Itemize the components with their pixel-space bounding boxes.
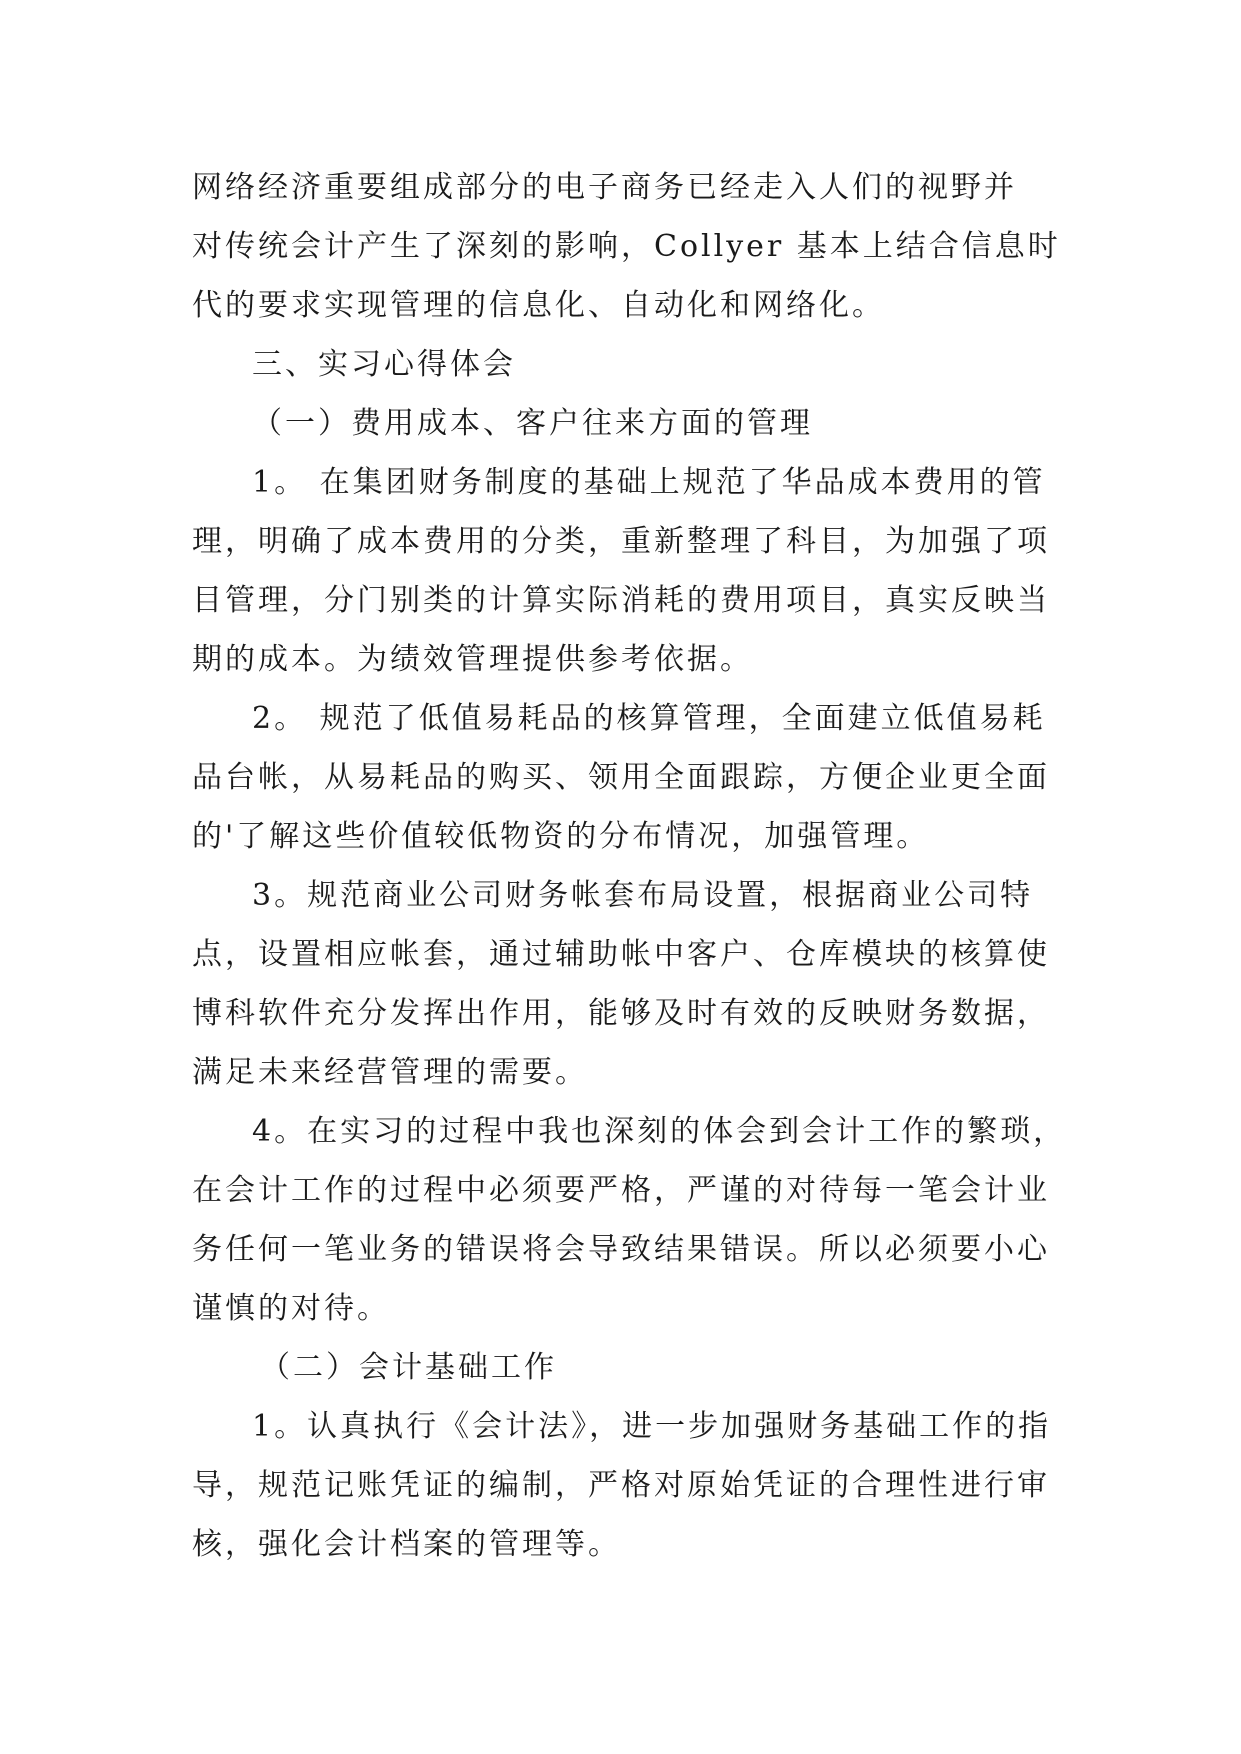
subsection-heading: （一）费用成本、客户往来方面的管理 [252,406,813,441]
text-line: 2。 规范了低值易耗品的核算管理，全面建立低值易耗 [252,701,1046,736]
text-line: 导，规范记账凭证的编制，严格对原始凭证的合理性进行审 [192,1468,1050,1503]
text-line: 目管理，分门别类的计算实际消耗的费用项目，真实反映当 [192,583,1050,618]
section-heading: 三、实习心得体会 [252,347,516,382]
text-line: 代的要求实现管理的信息化、自动化和网络化。 [192,288,885,323]
text-line: 3。规范商业公司财务帐套布局设置，根据商业公司特 [252,878,1034,913]
text-line: 对传统会计产生了深刻的影响，Collyer 基本上结合信息时 [192,229,1061,264]
text-line: 在会计工作的过程中必须要严格，严谨的对待每一笔会计业 [192,1173,1050,1208]
text-line: 1。 在集团财务制度的基础上规范了华品成本费用的管 [252,465,1046,500]
text-line: 品台帐，从易耗品的购买、领用全面跟踪，方便企业更全面 [192,760,1050,795]
text-line: 4。在实习的过程中我也深刻的体会到会计工作的繁琐， [252,1114,1067,1149]
text-line: 务任何一笔业务的错误将会导致结果错误。所以必须要小心 [192,1232,1050,1267]
text-line: 谨慎的对待。 [192,1291,390,1326]
text-line: 的'了解这些价值较低物资的分布情况，加强管理。 [192,819,930,854]
text-line: 网络经济重要组成部分的电子商务已经走入人们的视野并 [192,170,1017,205]
text-line: 期的成本。为绩效管理提供参考依据。 [192,642,753,677]
body-text [192,158,1067,1574]
text-line: 博科软件充分发挥出作用，能够及时有效的反映财务数据， [192,996,1050,1031]
subsection-heading: （二）会计基础工作 [260,1350,557,1385]
text-line: 1。认真执行《会计法》，进一步加强财务基础工作的指 [252,1409,1052,1444]
text-line: 核，强化会计档案的管理等。 [192,1527,621,1562]
text-line: 点，设置相应帐套，通过辅助帐中客户、仓库模块的核算使 [192,937,1050,972]
text-line: 理，明确了成本费用的分类，重新整理了科目，为加强了项 [192,524,1050,559]
text-line: 满足未来经营管理的需要。 [192,1055,588,1090]
